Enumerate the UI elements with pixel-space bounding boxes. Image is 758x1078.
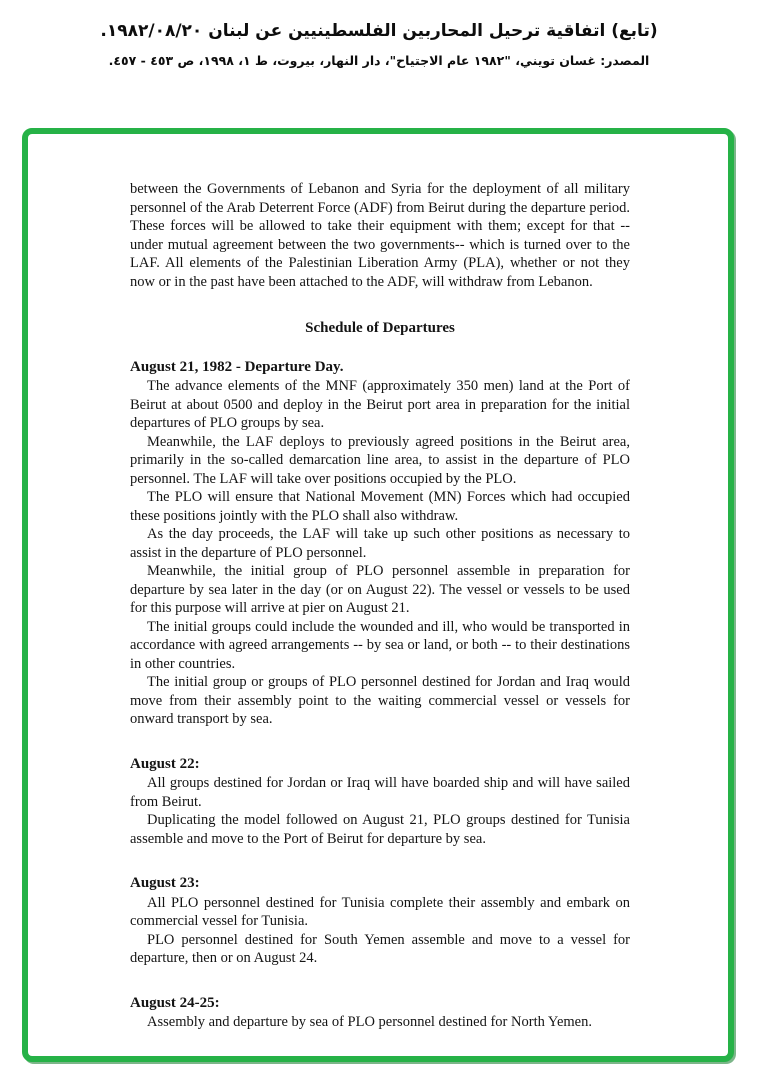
paragraph: The advance elements of the MNF (approximately 350 men) land at the Port of Beirut at about 0500 and deploy in the Beirut port area in preparation for the initial departures of PLO groups by sea. — [130, 378, 630, 431]
schedule-of-departures-heading: Schedule of Departures — [305, 320, 455, 336]
section-august-22 — [130, 755, 630, 849]
date-heading-august-23: August 23: — [130, 875, 200, 891]
paragraph: Duplicating the model followed on August 21, PLO groups destined for Tunisia assemble and move to the Port of Beirut for departure by sea. — [130, 812, 630, 847]
section-august-21 — [130, 358, 630, 729]
section-august-24-25 — [130, 994, 630, 1032]
document-title-arabic: (تابع) اتفاقية ترحيل المحاربين الفلسطينيين عن لبنان ١٩٨٢/٠٨/٢٠. — [100, 21, 658, 41]
paragraph: PLO personnel destined for South Yemen assemble and move to a vessel for departure, then or on August 24. — [130, 931, 630, 966]
paragraph: All groups destined for Jordan or Iraq will have boarded ship and will have sailed from Beirut. — [130, 775, 630, 810]
paragraph: As the day proceeds, the LAF will take up such other positions as necessary to assist in the departure of PLO personnel. — [130, 526, 630, 561]
arabic-header — [0, 18, 758, 71]
section-august-23 — [130, 874, 630, 968]
intro-paragraph: between the Governments of Lebanon and Syria for the deployment of all military personnel of the Arab Deterrent Force (ADF) from Beirut during the departure period. These forces will be allowed to take their equipment with them; except for that -- under mutual agreement between the two governments-- which is turned over to the LAF. All elements of the Palestinian Liberation Army (PLA), whether or not they now or in the past have been attached to the ADF, will withdraw from Lebanon. — [130, 181, 630, 290]
paragraph: Meanwhile, the LAF deploys to previously agreed positions in the Beirut area, primarily in the so-called demarcation line area, to assist in the departure of PLO personnel. The LAF will take over positions occupied by the PLO. — [130, 433, 630, 487]
paragraph: The initial group or groups of PLO personnel destined for Jordan and Iraq would move from their assembly point to the waiting commercial vessel or vessels for onward transport by sea. — [130, 674, 630, 727]
date-heading-august-21: August 21, 1982 - Departure Day. — [130, 358, 344, 375]
date-heading-august-22: August 22: — [130, 755, 200, 772]
date-heading-august-24-25: August 24-25: — [130, 994, 220, 1011]
source-citation-arabic: المصدر: غسان تويني، "١٩٨٢ عام الاجتياح"، دار النهار، بيروت، ط ١، ١٩٩٨، ص ٤٥٣ - ٤٥٧. — [108, 53, 650, 68]
paragraph: The initial groups could include the wounded and ill, who would be transported in accordance with agreed arrangements -- by sea or land, or both -- to their destinations in other countries. — [130, 618, 630, 672]
paragraph: The PLO will ensure that National Movement (MN) Forces which had occupied these positions jointly with the PLO shall also withdraw. — [130, 489, 630, 524]
paragraph: Meanwhile, the initial group of PLO personnel assemble in preparation for departure by sea later in the day (or on August 22). The vessel or vessels to be used for this purpose will arrive at pier on August 21. — [130, 563, 630, 616]
paragraph: Assembly and departure by sea of PLO personnel destined for North Yemen. — [147, 1014, 592, 1030]
paragraph: All PLO personnel destined for Tunisia complete their assembly and embark on commercial vessel for Tunisia. — [130, 894, 630, 929]
document-body — [130, 180, 630, 1032]
